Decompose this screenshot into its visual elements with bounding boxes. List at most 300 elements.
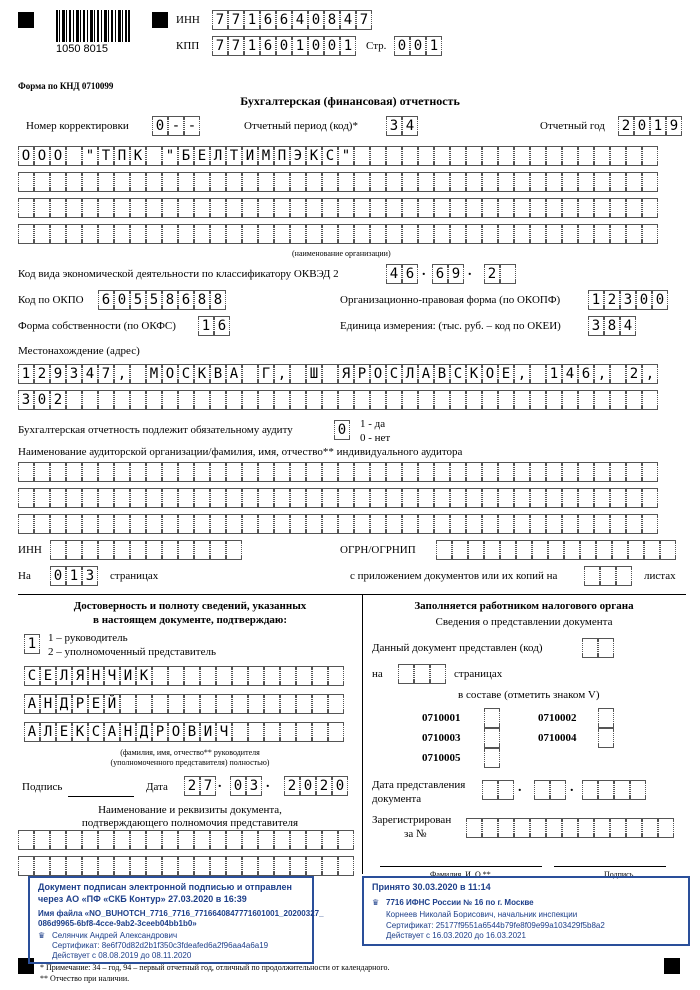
- char-cell: [98, 514, 114, 534]
- char-cell: [66, 514, 82, 534]
- char-cell: [642, 488, 658, 508]
- char-cell: [242, 514, 258, 534]
- char-cell: 7: [212, 36, 228, 56]
- char-cell: 5: [146, 290, 162, 310]
- char-cell: [354, 146, 370, 166]
- char-cell: [484, 728, 500, 748]
- char-cell: [248, 722, 264, 742]
- ogrn-cells: [436, 540, 676, 560]
- char-cell: П: [274, 146, 290, 166]
- char-cell: 6: [214, 316, 230, 336]
- char-cell: [644, 540, 660, 560]
- char-cell: [226, 540, 242, 560]
- stamp-right-valid: Действует с 16.03.2020 до 16.03.2021: [386, 931, 526, 940]
- char-cell: 7: [98, 364, 114, 384]
- char-cell: [610, 488, 626, 508]
- char-cell: [194, 514, 210, 534]
- char-cell: [436, 540, 452, 560]
- char-cell: [354, 224, 370, 244]
- char-cell: [130, 462, 146, 482]
- char-cell: [226, 224, 242, 244]
- char-cell: [312, 666, 328, 686]
- char-cell: [594, 818, 610, 838]
- char-cell: [274, 172, 290, 192]
- pages-label: страницах: [110, 570, 159, 582]
- char-cell: [386, 172, 402, 192]
- char-cell: [338, 488, 354, 508]
- char-cell: [482, 780, 498, 800]
- signature-line: [68, 796, 134, 797]
- fio-caption: Фамилия, И. О.**: [430, 870, 491, 879]
- char-cell: [578, 198, 594, 218]
- char-cell: [130, 830, 146, 850]
- char-cell: [130, 364, 146, 384]
- char-cell: [162, 540, 178, 560]
- char-cell: А: [226, 364, 242, 384]
- char-cell: [258, 172, 274, 192]
- char-cell: [418, 462, 434, 482]
- char-cell: [194, 198, 210, 218]
- char-cell: [242, 830, 258, 850]
- okpo-cells: [98, 290, 226, 310]
- year-cells: [618, 116, 682, 136]
- fio-line: [380, 866, 542, 867]
- char-cell: [498, 198, 514, 218]
- char-cell: Н: [88, 666, 104, 686]
- char-cell: [18, 488, 34, 508]
- char-cell: Р: [354, 364, 370, 384]
- char-cell: [114, 830, 130, 850]
- date-year: [284, 776, 348, 796]
- char-cell: 4: [292, 10, 308, 30]
- char-cell: [450, 462, 466, 482]
- char-cell: [146, 856, 162, 876]
- char-cell: [290, 198, 306, 218]
- char-cell: [530, 390, 546, 410]
- char-cell: И: [200, 722, 216, 742]
- char-cell: [498, 818, 514, 838]
- char-cell: [274, 514, 290, 534]
- char-cell: [200, 694, 216, 714]
- char-cell: [18, 224, 34, 244]
- char-cell: 2: [50, 390, 66, 410]
- char-cell: [194, 224, 210, 244]
- char-cell: [130, 224, 146, 244]
- char-cell: Н: [120, 722, 136, 742]
- char-cell: Е: [498, 364, 514, 384]
- code-0710003: 0710003: [422, 732, 461, 744]
- char-cell: [514, 514, 530, 534]
- char-cell: [354, 198, 370, 218]
- char-cell: [338, 462, 354, 482]
- char-cell: 0: [230, 776, 246, 796]
- char-cell: [610, 390, 626, 410]
- char-cell: 7: [228, 10, 244, 30]
- char-cell: [66, 856, 82, 876]
- char-cell: [562, 224, 578, 244]
- char-cell: [168, 666, 184, 686]
- date-dot-1: .: [218, 776, 222, 791]
- char-cell: [114, 488, 130, 508]
- char-cell: [482, 172, 498, 192]
- char-cell: [274, 390, 290, 410]
- org-name-line-2: [18, 172, 658, 192]
- char-cell: 1: [546, 364, 562, 384]
- char-cell: [450, 488, 466, 508]
- char-cell: Л: [210, 146, 226, 166]
- char-cell: [468, 540, 484, 560]
- char-cell: [514, 146, 530, 166]
- kpp-label: КПП: [176, 40, 200, 52]
- char-cell: [306, 856, 322, 876]
- char-cell: 0: [410, 36, 426, 56]
- char-cell: [610, 198, 626, 218]
- char-cell: [338, 514, 354, 534]
- footnote-2: ** Отчество при наличии.: [40, 974, 130, 983]
- okpo-label: Код по ОКПО: [18, 294, 84, 306]
- role-opt-1: 1 – руководитель: [48, 632, 128, 644]
- char-cell: [430, 664, 446, 684]
- char-cell: [274, 462, 290, 482]
- audit-label: Бухгалтерская отчетность подлежит обязательному аудиту: [18, 424, 293, 436]
- char-cell: Е: [40, 666, 56, 686]
- char-cell: 1: [650, 116, 666, 136]
- char-cell: 1: [24, 634, 40, 654]
- char-cell: [610, 224, 626, 244]
- char-cell: [296, 694, 312, 714]
- char-cell: [642, 818, 658, 838]
- char-cell: ": [162, 146, 178, 166]
- char-cell: [466, 146, 482, 166]
- char-cell: [178, 830, 194, 850]
- auditor-line-2: [18, 488, 658, 508]
- code-0710004: 0710004: [538, 732, 577, 744]
- char-cell: [82, 514, 98, 534]
- char-cell: [484, 748, 500, 768]
- char-cell: [452, 540, 468, 560]
- char-cell: [370, 224, 386, 244]
- char-cell: [242, 198, 258, 218]
- submit-date-day: [482, 780, 514, 800]
- char-cell: [18, 856, 34, 876]
- char-cell: [402, 462, 418, 482]
- char-cell: 3: [66, 364, 82, 384]
- signer-patronymic: [24, 722, 344, 742]
- char-cell: [162, 390, 178, 410]
- address-line-2: [18, 390, 658, 410]
- char-cell: [114, 224, 130, 244]
- char-cell: 3: [588, 316, 604, 336]
- char-cell: [162, 224, 178, 244]
- char-cell: [370, 172, 386, 192]
- char-cell: [178, 390, 194, 410]
- page-label: Стр.: [366, 40, 387, 52]
- char-cell: [612, 540, 628, 560]
- char-cell: [386, 488, 402, 508]
- char-cell: 0: [34, 390, 50, 410]
- char-cell: Г: [258, 364, 274, 384]
- char-cell: [258, 224, 274, 244]
- char-cell: В: [210, 364, 226, 384]
- char-cell: [98, 462, 114, 482]
- char-cell: [642, 462, 658, 482]
- char-cell: 4: [340, 10, 356, 30]
- okved-dot-2: .: [468, 264, 472, 279]
- char-cell: [530, 364, 546, 384]
- char-cell: [370, 488, 386, 508]
- char-cell: [290, 172, 306, 192]
- page-cells: [394, 36, 442, 56]
- char-cell: [370, 514, 386, 534]
- char-cell: [514, 818, 530, 838]
- submit-date-dot-1: .: [518, 780, 522, 795]
- char-cell: [354, 514, 370, 534]
- char-cell: [596, 540, 612, 560]
- char-cell: 4: [82, 364, 98, 384]
- char-cell: [562, 390, 578, 410]
- char-cell: [114, 172, 130, 192]
- char-cell: [616, 566, 632, 586]
- char-cell: [18, 830, 34, 850]
- char-cell: [34, 224, 50, 244]
- char-cell: [498, 224, 514, 244]
- signature-label: Подпись: [22, 781, 63, 793]
- char-cell: [466, 488, 482, 508]
- audit-opt-yes: 1 - да: [360, 418, 386, 430]
- audit-value-cell: [334, 420, 350, 440]
- char-cell: [594, 198, 610, 218]
- char-cell: Ч: [216, 722, 232, 742]
- corner-marker-bottom-right: [664, 958, 680, 974]
- char-cell: [562, 172, 578, 192]
- corner-marker-top-mid: [152, 12, 168, 28]
- char-cell: [466, 818, 482, 838]
- char-cell: [82, 198, 98, 218]
- char-cell: ,: [274, 364, 290, 384]
- char-cell: П: [114, 146, 130, 166]
- registered-number-cells: [466, 818, 674, 838]
- char-cell: [386, 390, 402, 410]
- char-cell: [530, 172, 546, 192]
- char-cell: [564, 540, 580, 560]
- char-cell: [66, 540, 82, 560]
- submitted-code-cells: [582, 638, 614, 658]
- char-cell: [386, 224, 402, 244]
- char-cell: Ч: [104, 666, 120, 686]
- char-cell: [402, 198, 418, 218]
- char-cell: [290, 856, 306, 876]
- char-cell: [66, 830, 82, 850]
- char-cell: [50, 198, 66, 218]
- char-cell: [328, 694, 344, 714]
- char-cell: 6: [178, 290, 194, 310]
- sign-line: [554, 866, 666, 867]
- date-month: [230, 776, 262, 796]
- char-cell: О: [50, 146, 66, 166]
- confirm-title-2: в настоящем документе, подтверждаю:: [93, 614, 287, 626]
- char-cell: 5: [130, 290, 146, 310]
- char-cell: [290, 488, 306, 508]
- char-cell: [434, 224, 450, 244]
- char-cell: 1: [198, 316, 214, 336]
- char-cell: [546, 198, 562, 218]
- char-cell: [482, 488, 498, 508]
- char-cell: С: [24, 666, 40, 686]
- char-cell: [482, 462, 498, 482]
- check-0710003: [484, 728, 500, 748]
- char-cell: [582, 638, 598, 658]
- char-cell: [50, 224, 66, 244]
- char-cell: [562, 488, 578, 508]
- char-cell: ,: [642, 364, 658, 384]
- char-cell: [210, 856, 226, 876]
- char-cell: [98, 390, 114, 410]
- char-cell: [82, 488, 98, 508]
- composition-label: в составе (отметить знаком V): [458, 689, 600, 701]
- char-cell: [338, 390, 354, 410]
- char-cell: [210, 830, 226, 850]
- char-cell: [322, 462, 338, 482]
- char-cell: [354, 462, 370, 482]
- char-cell: 8: [210, 290, 226, 310]
- char-cell: [354, 488, 370, 508]
- char-cell: [306, 830, 322, 850]
- char-cell: [562, 462, 578, 482]
- char-cell: [434, 514, 450, 534]
- char-cell: [594, 462, 610, 482]
- char-cell: [274, 224, 290, 244]
- char-cell: ,: [114, 364, 130, 384]
- char-cell: ,: [594, 364, 610, 384]
- char-cell: [18, 514, 34, 534]
- char-cell: [610, 172, 626, 192]
- char-cell: [210, 488, 226, 508]
- char-cell: [500, 264, 516, 284]
- char-cell: [598, 780, 614, 800]
- char-cell: [580, 540, 596, 560]
- char-cell: [152, 666, 168, 686]
- char-cell: Л: [402, 364, 418, 384]
- char-cell: [466, 224, 482, 244]
- char-cell: [162, 462, 178, 482]
- char-cell: [562, 818, 578, 838]
- char-cell: [146, 198, 162, 218]
- char-cell: М: [258, 146, 274, 166]
- char-cell: [242, 856, 258, 876]
- char-cell: [578, 462, 594, 482]
- char-cell: 9: [448, 264, 464, 284]
- char-cell: [516, 540, 532, 560]
- char-cell: [450, 146, 466, 166]
- char-cell: 3: [18, 390, 34, 410]
- char-cell: [642, 146, 658, 166]
- char-cell: [82, 462, 98, 482]
- char-cell: [434, 198, 450, 218]
- char-cell: [498, 462, 514, 482]
- char-cell: [98, 488, 114, 508]
- char-cell: [338, 224, 354, 244]
- char-cell: [226, 514, 242, 534]
- char-cell: 2: [316, 776, 332, 796]
- char-cell: [370, 390, 386, 410]
- char-cell: О: [18, 146, 34, 166]
- tax-section-title: Заполняется работником налогового органа: [414, 600, 634, 612]
- char-cell: Р: [72, 694, 88, 714]
- char-cell: [290, 462, 306, 482]
- code-0710005: 0710005: [422, 752, 461, 764]
- char-cell: Т: [226, 146, 242, 166]
- char-cell: [306, 224, 322, 244]
- char-cell: [530, 146, 546, 166]
- char-cell: 4: [620, 316, 636, 336]
- char-cell: [418, 224, 434, 244]
- char-cell: [370, 146, 386, 166]
- char-cell: [50, 540, 66, 560]
- char-cell: [594, 390, 610, 410]
- submit-date-dot-2: .: [570, 780, 574, 795]
- doc-label-2: подтверждающего полномочия представителя: [81, 817, 299, 829]
- char-cell: [626, 818, 642, 838]
- char-cell: [274, 830, 290, 850]
- okfs-label: Форма собственности (по ОКФС): [18, 320, 176, 332]
- char-cell: [418, 146, 434, 166]
- char-cell: [610, 364, 626, 384]
- char-cell: [482, 198, 498, 218]
- char-cell: [34, 830, 50, 850]
- char-cell: [82, 540, 98, 560]
- auditor-inn-cells: [50, 540, 242, 560]
- char-cell: 0: [334, 420, 350, 440]
- char-cell: [194, 856, 210, 876]
- char-cell: [322, 514, 338, 534]
- char-cell: [194, 830, 210, 850]
- char-cell: [306, 390, 322, 410]
- char-cell: [500, 540, 516, 560]
- form-code: Форма по КНД 0710099: [18, 81, 114, 91]
- char-cell: [398, 664, 414, 684]
- char-cell: [242, 462, 258, 482]
- appendix-label: с приложением документов или их копий на: [350, 570, 558, 582]
- char-cell: [626, 198, 642, 218]
- char-cell: [642, 198, 658, 218]
- okved-part-3: [484, 264, 516, 284]
- char-cell: [482, 146, 498, 166]
- section-divider: [18, 594, 686, 595]
- char-cell: [82, 224, 98, 244]
- char-cell: 6: [260, 36, 276, 56]
- char-cell: [498, 488, 514, 508]
- char-cell: [338, 172, 354, 192]
- char-cell: [498, 390, 514, 410]
- char-cell: [66, 390, 82, 410]
- char-cell: [466, 462, 482, 482]
- char-cell: [34, 462, 50, 482]
- char-cell: [530, 818, 546, 838]
- char-cell: [50, 488, 66, 508]
- char-cell: [194, 462, 210, 482]
- char-cell: 1: [292, 36, 308, 56]
- char-cell: [184, 666, 200, 686]
- char-cell: 0: [114, 290, 130, 310]
- char-cell: 7: [356, 10, 372, 30]
- char-cell: [178, 224, 194, 244]
- e-signature-stamp: [28, 876, 324, 964]
- char-cell: [498, 780, 514, 800]
- char-cell: 2: [34, 364, 50, 384]
- char-cell: К: [72, 722, 88, 742]
- char-cell: К: [136, 666, 152, 686]
- char-cell: [322, 224, 338, 244]
